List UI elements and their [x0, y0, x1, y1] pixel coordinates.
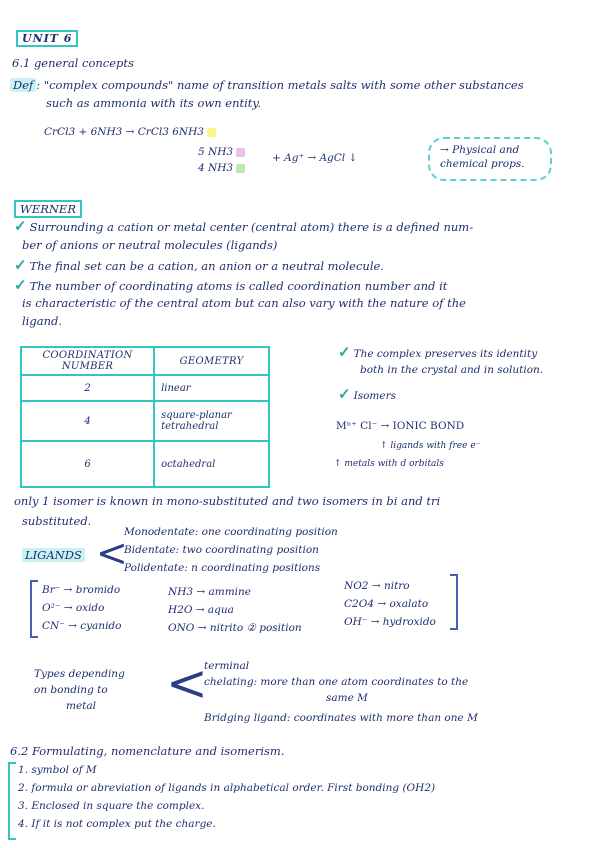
physical-chemical-cloud: → Physical and chemical props.	[428, 137, 552, 181]
rule-item: 4. If it is not complex put the charge.	[18, 818, 216, 830]
ligand-name: ONO → nitrito ② position	[168, 622, 302, 634]
cn-cell: 2	[21, 375, 154, 401]
werner-point-3c: ligand.	[22, 314, 62, 328]
ligand-type-bi: Bidentate: two coordinating position	[124, 544, 319, 556]
reaction-1-text: CrCl3 + 6NH3 → CrCl3 6NH3	[44, 126, 204, 138]
complex-note-a	[338, 343, 538, 361]
ligands-label: LIGANDS	[22, 548, 85, 562]
section-heading-6-2: 6.2 Formulating, nomenclature and isomerism.	[10, 744, 285, 758]
header-coordination-number: COORDINATION NUMBER	[21, 347, 154, 375]
werner-point-3a-text: The number of coordinating atoms is called coordination number and it	[29, 279, 448, 293]
ligand-name: H2O → aqua	[168, 604, 234, 616]
table-row	[21, 375, 269, 401]
type-terminal: terminal	[204, 660, 250, 672]
table-header-row	[21, 347, 269, 375]
coordination-table	[20, 346, 270, 488]
ligand-name: OH⁻ → hydroxido	[344, 616, 436, 628]
type-chelating-cont: same M	[326, 692, 368, 704]
geometry-cell: linear	[154, 375, 269, 401]
types-label-c: metal	[66, 700, 97, 712]
ligand-name: NH3 → ammine	[168, 586, 252, 598]
header-geometry: GEOMETRY	[154, 347, 269, 375]
unit-title: UNIT 6	[16, 30, 78, 47]
type-chelating: chelating: more than one atom coordinates to the	[204, 676, 469, 688]
reaction-4nh3	[198, 162, 245, 175]
werner-point-1b: ber of anions or neutral molecules (ligands)	[22, 238, 278, 252]
definition-text: : "complex compounds" name of transition metals salts with some other substances	[36, 78, 524, 92]
ligand-name: CN⁻ → cyanido	[42, 620, 122, 632]
brace-arrow-icon: <	[166, 654, 208, 712]
isomer-line-1: only 1 isomer is known in mono-substituted and two isomers in bi and tri	[14, 494, 441, 508]
rule-item: 3. Enclosed in square the complex.	[18, 800, 205, 812]
ligand-names-bracket-left	[30, 580, 38, 638]
check-icon: ✓	[14, 276, 27, 294]
reaction-5nh3	[198, 146, 245, 159]
isomers-heading	[338, 385, 397, 403]
ligands-free-electrons-note: ↑ ligands with free e⁻	[380, 441, 481, 451]
rule-item: 2. formula or abreviation of ligands in alphabetical order. First bonding (OH2)	[18, 782, 436, 794]
yellow-highlight-chip	[207, 128, 216, 137]
metals-d-orbitals-note: ↑ metals with d orbitals	[334, 459, 444, 469]
werner-point-1a-text: Surrounding a cation or metal center (central atom) there is a defined num-	[29, 220, 474, 234]
cn-cell: 4	[21, 401, 154, 441]
geometry-cell: square-planar tetrahedral	[154, 401, 269, 441]
werner-point-2	[14, 258, 384, 273]
check-icon: ✓	[14, 256, 27, 274]
check-icon: ✓	[14, 217, 27, 235]
check-icon: ✓	[338, 385, 351, 403]
reaction-4nh3-text: 4 NH3	[198, 162, 234, 174]
rules-bracket	[8, 762, 16, 840]
werner-point-2-text: The final set can be a cation, an anion or a neutral molecule.	[29, 259, 384, 273]
rule-item: 1. symbol of M	[18, 764, 97, 776]
ligand-names-bracket-right	[450, 574, 458, 630]
complex-note-a-text: The complex preserves its identity	[353, 348, 538, 360]
types-label-b: on bonding to	[34, 684, 108, 696]
section-heading-6-1: 6.1 general concepts	[12, 56, 134, 70]
definition-line-1	[10, 78, 524, 92]
reaction-1	[44, 126, 216, 139]
def-label: Def	[10, 78, 36, 92]
geometry-cell: octahedral	[154, 441, 269, 487]
definition-line-2: such as ammonia with its own entity.	[46, 96, 262, 110]
reaction-5nh3-text: 5 NH3	[198, 146, 234, 158]
isomers-label: Isomers	[353, 390, 397, 402]
green-highlight-chip	[236, 164, 245, 173]
ligand-name: Br⁻ → bromido	[42, 584, 121, 596]
werner-point-3a	[14, 278, 447, 293]
werner-point-3b: is characteristic of the central atom but can also vary with the nature of the	[22, 296, 466, 310]
reaction-2: + Ag⁺ → AgCl ↓	[272, 152, 358, 164]
complex-note-b: both in the crystal and in solution.	[360, 364, 544, 376]
check-icon: ✓	[338, 343, 351, 361]
ligand-type-poli: Polidentate: n coordinating positions	[124, 562, 321, 574]
pink-highlight-chip	[236, 148, 245, 157]
ionic-bond-formula: Mⁿ⁺ Cl⁻ → IONIC BOND	[336, 420, 465, 432]
isomer-line-2: substituted.	[22, 514, 92, 528]
ligand-name: C2O4 → oxalato	[344, 598, 429, 610]
ligand-name: O²⁻ → oxido	[42, 602, 105, 614]
type-bridging: Bridging ligand: coordinates with more than one M	[204, 712, 478, 724]
table-row	[21, 401, 269, 441]
ligand-name: NO2 → nitro	[344, 580, 410, 592]
cn-cell: 6	[21, 441, 154, 487]
werner-label: WERNER	[14, 200, 82, 218]
types-label-a: Types depending	[34, 668, 125, 680]
table-row	[21, 441, 269, 487]
ligand-type-mono: Monodentate: one coordinating position	[124, 526, 338, 538]
werner-point-1a	[14, 219, 473, 234]
brace-arrow-icon: <	[96, 531, 128, 575]
